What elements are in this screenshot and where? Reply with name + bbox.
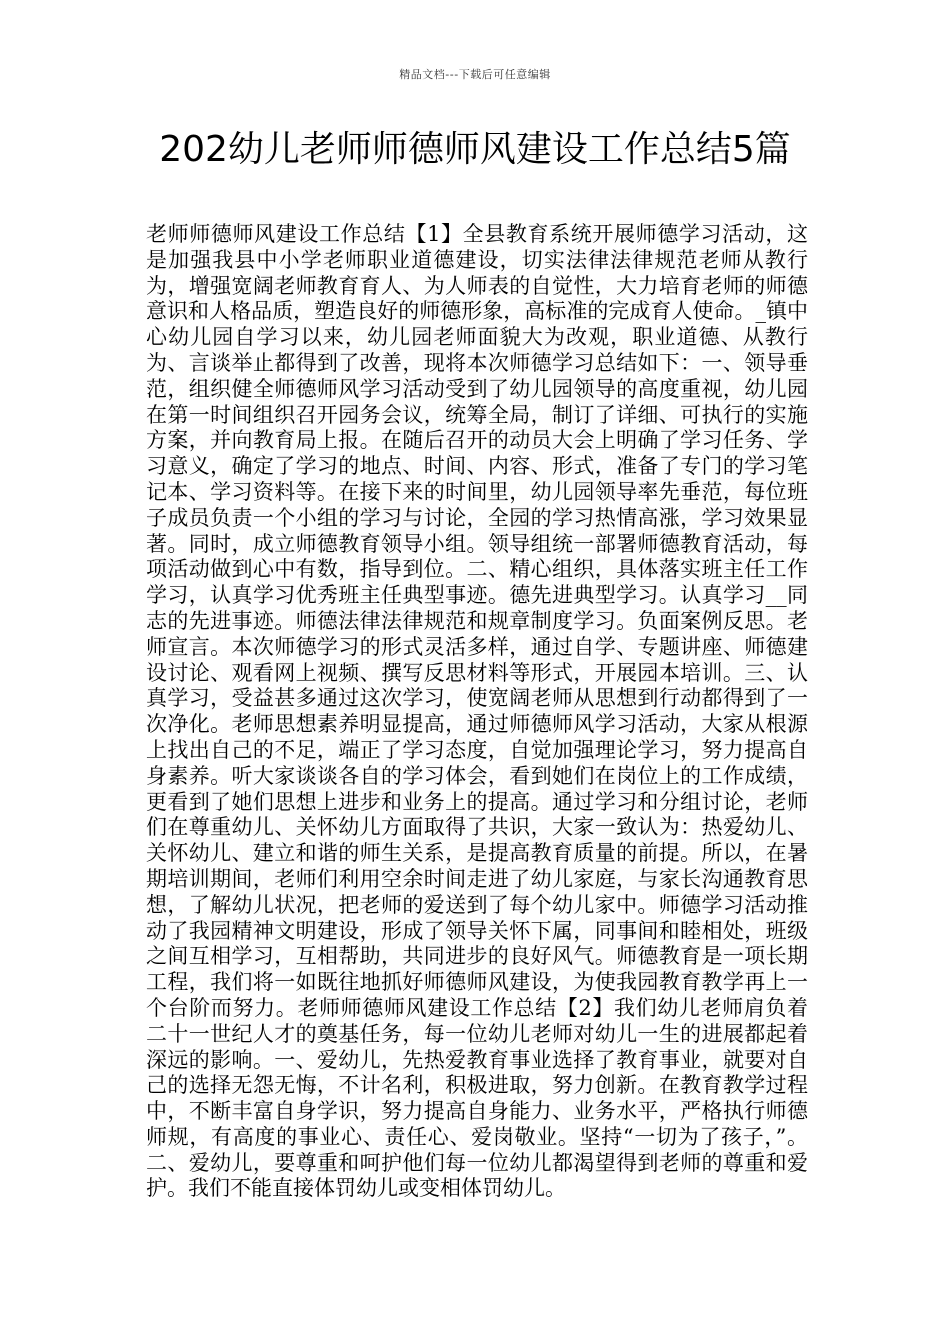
document-title: 202幼儿老师师德师风建设工作总结5篇 xyxy=(159,129,791,170)
document-body: 老师师德师风建设工作总结【1】全县教育系统开展师德学习活动，这是加强我县中小学老师职业道德建设，切实法律法律规范老师从教行为，增强宽阔老师教育育人、为人师表的自觉性，大力培育老师的师德意识和人格品质，塑造良好的师德形象，高标准的完成育人使命。_镇中心幼儿园自学习以来，幼儿园老师面貌大为改观，职业道德、从教行为、言谈举止都得到了改善，现将本次师德学习总结如下：一、领导垂范，组织健全师德师风学习活动受到了幼儿园领导的高度重视，幼儿园在第一时间组织召开园务会议，统筹全局，制订了详细、可执行的实施方案，并向教育局上报。在随后召开的动员大会上明确了学习任务、学习意义，确定了学习的地点、时间、内容、形式，准备了专门的学习笔记本、学习资料等。在接下来的时间里，幼儿园领导率先垂范，每位班子成员负责一个小组的学习与讨论，全园的学习热情高涨，学习效果显著。同时，成立师德教育领导小组。领导组统一部署师德教育活动，每项活动做到心中有数，指导到位。二、精心组织，具体落实班主任工作学习，认真学习优秀班主任典型事迹。德先进典型学习。认真学习__同志的先进事迹。师德法律法律规范和规章制度学习。负面案例反思。老师宣言。本次师德学习的形式灵活多样，通过自学、专题讲座、师德建设讨论、观看网上视频、撰写反思材料等形式，开展园本培训。三、认真学习，受益甚多通过这次学习，使宽阔老师从思想到行动都得到了一次净化。老师思想素养明显提高，通过师德师风学习活动，大家从根源上找出自己的不足，端正了学习态度，自觉加强理论学习，努力提高自身素养。听大家谈谈各自的学习体会，看到她们在岗位上的工作成绩，更看到了她们思想上进步和业务上的提高。通过学习和分组讨论，老师们在尊重幼儿、关怀幼儿方面取得了共识，大家一致认为：热爱幼儿、关怀幼儿、建立和谐的师生关系，是提高教育质量的前提。所以，在暑期培训期间，老师们利用空余时间走进了幼儿家庭，与家长沟通教育思想，了解幼儿状况，把老师的爱送到了每个幼儿家中。师德学习活动推动了我园精神文明建设，形成了领导关怀下属，同事间和睦相处，班级之间互相学习，互相帮助，共同进步的良好风气。师德教育是一项长期工程，我们将一如既往地抓好师德师风建设，为使我园教育教学再上一个台阶而努力。老师师德师风建设工作总结【2】我们幼儿老师肩负着二十一世纪人才的奠基任务，每一位幼儿老师对幼儿一生的进展都起着深远的影响。一、爱幼儿，先热爱教育事业选择了教育事业，就要对自己的选择无怨无悔，不计名利，积极进取，努力创新。在教育教学过程中，不断丰富自身学识，努力提高自身能力、业务水平，严格执行师德师规，有高度的事业心、责任心、爱岗敬业。坚持“一切为了孩子，”。二、爱幼儿，要尊重和呵护他们每一位幼儿都渴望得到老师的尊重和爱护。我们不能直接体罚幼儿或变相体罚幼儿。 xyxy=(146,222,808,1201)
header-note: 精品文档---下载后可任意编辑 xyxy=(399,68,551,81)
